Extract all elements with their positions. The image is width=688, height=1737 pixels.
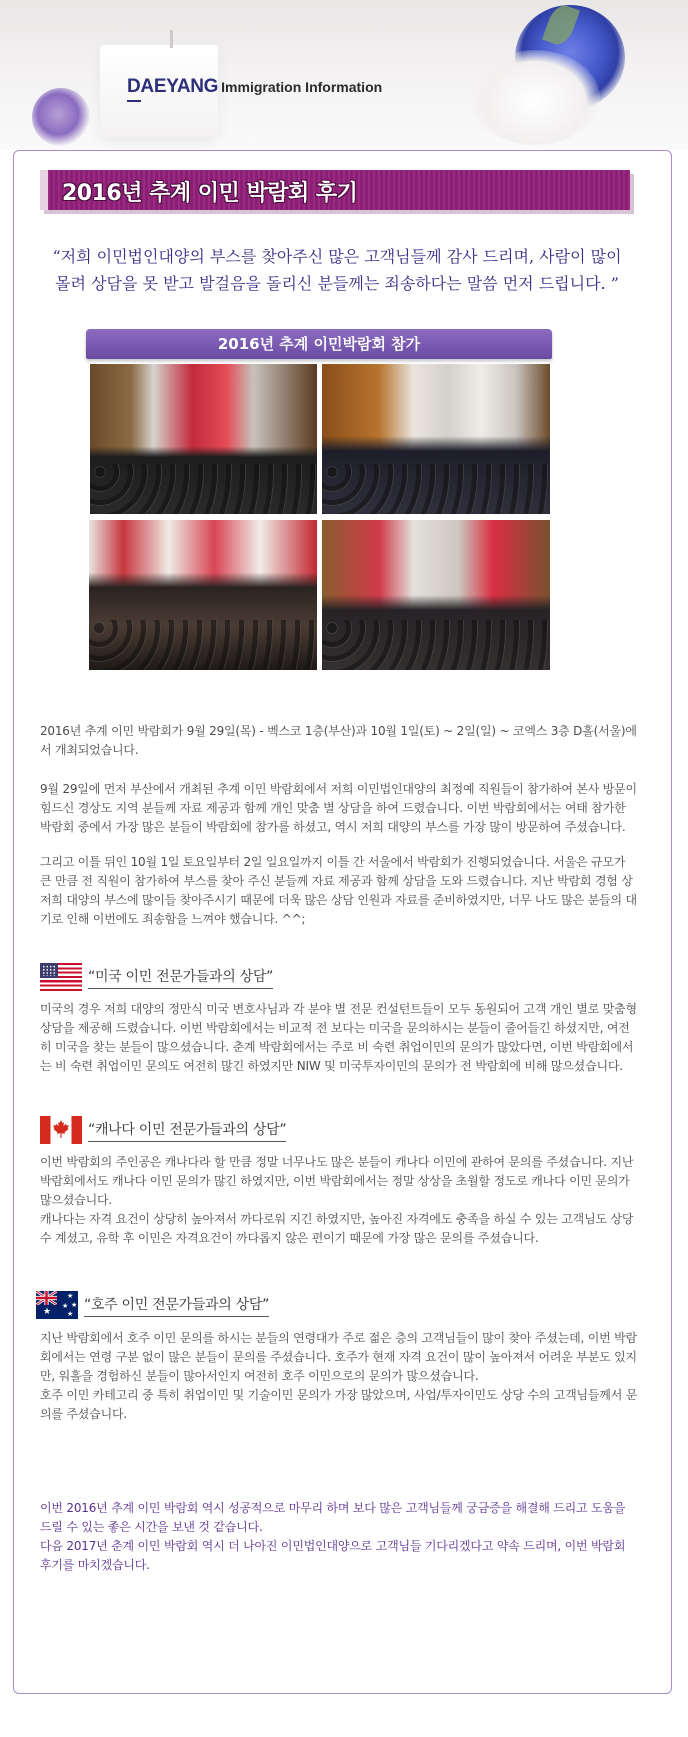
- thank-you-quote: “저희 이민법인대양의 부스를 찾아주신 많은 고객님들께 감사 드리며, 사람이 많이 몰려 상담을 못 받고 발걸음을 돌리신 분들께는 죄송하다는 말씀 먼저 드립니다. ”: [52, 247, 622, 293]
- australia-section-text: 지난 박람회에서 호주 이민 문의를 하시는 분들의 연령대가 주로 젊은 층의 고객님들이 많이 찾아 주셨는데, 이번 박람회에서는 연령 구분 없이 많은 분들이 문의를 주셨습니다. 호주가 현재 자격 요건이 많이 높아져서 어려운 부분도 있지만, 워홀을 경험하신 분들이 많아서인지 여전히 호주 이민으로의 문의가 많으셨습니다.: [40, 1331, 637, 1383]
- southern-cross-star-icon: ★: [67, 1310, 74, 1318]
- canada-section-heading: [40, 1116, 286, 1144]
- title-banner-accent: [40, 170, 48, 210]
- southern-cross-star-icon: ★: [67, 1292, 74, 1300]
- page-title: 2016년 추계 이민 박람회 후기: [62, 181, 358, 206]
- purple-flower-decoration: [32, 88, 90, 146]
- canada-section-text-2: 캐나다는 자격 요건이 상당히 높아져서 까다로워 지긴 하였지만, 높아진 자격에도 충족을 하실 수 있는 고객님도 상당 수 계셨고, 유학 후 이민은 자격요건이 까다롭지 않은 편이기 때문에 가장 많은 문의를 주셨습니다.: [40, 1212, 634, 1245]
- intro-paragraph-2: 9월 29일에 먼저 부산에서 개최된 추계 이민 박람회에서 저희 이민법인대양의 최정예 직원들이 참가하여 본사 방문이 힘드신 경상도 지역 분들께 자료 제공과 함께 개인 맞춤 별 상담을 하여 드렸습니다. 이번 박람회에서는 여태 참가한 박람회 중에서 가장 많은 분들이 박람회에 참가를 하셨고, 역시 저희 대양의 부스를 가장 많이 방문하여 주셨습니다.: [40, 782, 637, 834]
- expo-photo-busan-crowd: [90, 364, 317, 514]
- southern-cross-star-icon: ★: [71, 1301, 78, 1309]
- closing-paragraph-2: 다음 2017년 춘계 이민 박람회 역시 더 나아진 이민법인대양으로 고객님들 기다리겠다고 약속 드리며, 이번 박람회 후기를 마치겠습니다.: [40, 1539, 626, 1572]
- us-section-heading: [40, 963, 273, 991]
- brand-name: DAEYANG: [127, 76, 219, 97]
- southern-cross-star-icon: ★: [62, 1302, 69, 1310]
- crowd-silhouettes: [90, 464, 317, 514]
- crowd-silhouettes: [322, 464, 550, 514]
- white-flower-decoration: [470, 50, 600, 145]
- canada-flag-icon: [40, 1116, 82, 1144]
- intro-paragraph-1: 2016년 추계 이민 박람회가 9월 29일(목) - 벡스코 1층(부산)과 10월 1일(토) ~ 2일(일) ~ 코엑스 3층 D홀(서울)에서 개최되었습니다.: [40, 724, 637, 757]
- brand-logo: [127, 76, 382, 98]
- page-header: [0, 0, 688, 150]
- us-flag-icon: [40, 963, 82, 991]
- canada-section-title: “캐나다 이민 전문가들과의 상담”: [88, 1119, 286, 1142]
- brand-tagline: Immigration Information: [221, 79, 383, 95]
- commonwealth-star-icon: ★: [43, 1307, 52, 1317]
- crowd-silhouettes: [89, 620, 317, 670]
- title-banner: [40, 170, 630, 210]
- australia-section-heading: [36, 1291, 269, 1319]
- intro-paragraph-3: 그리고 이틀 뒤인 10월 1일 토요일부터 2일 일요일까지 이틀 간 서울에서 박람회가 진행되었습니다. 서울은 규모가 큰 만큼 전 직원이 참가하여 부스를 찾아 주신 분들께 자료 제공과 함께 상담을 도와 드렸습니다. 지난 박람회 경험 상 저희 대양의 부스에 많이들 찾아주시기 때문에 더욱 많은 상담 인원과 자료를 준비하였지만, 너무 나도 많은 분들의 대기로 인해 이번에도 죄송함을 느껴야 했습니다. ^^;: [40, 855, 637, 926]
- maple-leaf-icon: [53, 1120, 69, 1138]
- canada-section-text: 이번 박람회의 주인공은 캐나다라 할 만큼 정말 너무나도 많은 분들이 캐나다 이민에 관하여 문의를 주셨습니다. 지난 박람회에서도 캐나다 이민 문의가 많긴 하였지만, 이번 박람회에서는 정말 상상을 초월할 정도로 캐나다 이민 문의가 많으셨습니다.: [40, 1155, 634, 1207]
- closing-paragraph-1: 이번 2016년 추계 이민 박람회 역시 성공적으로 마무리 하며 보다 많은 고객님들께 궁금증을 해결해 드리고 도움을 드릴 수 있는 좋은 시간을 보낸 것 같습니다.: [40, 1501, 626, 1534]
- australia-section-title: “호주 이민 전문가들과의 상담”: [84, 1294, 269, 1317]
- brand-underline: [127, 100, 141, 102]
- us-section-title: “미국 이민 전문가들과의 상담”: [88, 966, 273, 989]
- australia-section-text-2: 호주 이민 카테고리 중 특히 취업이민 및 기술이민 문의가 가장 많았으며, 사업/투자이민도 상당 수의 고객님들께서 문의를 주셨습니다.: [40, 1388, 638, 1421]
- expo-photo-consultation-desk: [322, 364, 550, 514]
- crowd-silhouettes: [322, 620, 550, 670]
- australia-flag-icon: [36, 1291, 78, 1319]
- union-jack-icon: [36, 1291, 57, 1305]
- expo-photo-seated-consultations: [89, 520, 317, 670]
- expo-photo-seoul-booth: [322, 520, 550, 670]
- photo-section-heading: 2016년 추계 이민박람회 참가: [86, 329, 552, 359]
- us-section-text: 미국의 경우 저희 대양의 정만식 미국 변호사님과 각 분야 별 전문 컨설턴트들이 모두 동원되어 고객 개인 별로 맞춤형 상담을 제공해 드렸습니다. 이번 박람회에서는 비교적 전 보다는 미국을 문의하시는 분들이 줄어들긴 하셨지만, 여전히 미국을 찾는 분들이 많으셨습니다. 춘계 박람회에서는 주로 비 숙련 취업이민의 문의가 많았다면, 이번 박람회에서는 비 숙련 취업이민 문의도 여전히 많긴 하였지만 NIW 및 미국투자이민의 문의가 전 박람회에 비해 많으셨습니다.: [40, 1002, 637, 1073]
- candle-wick: [170, 30, 173, 48]
